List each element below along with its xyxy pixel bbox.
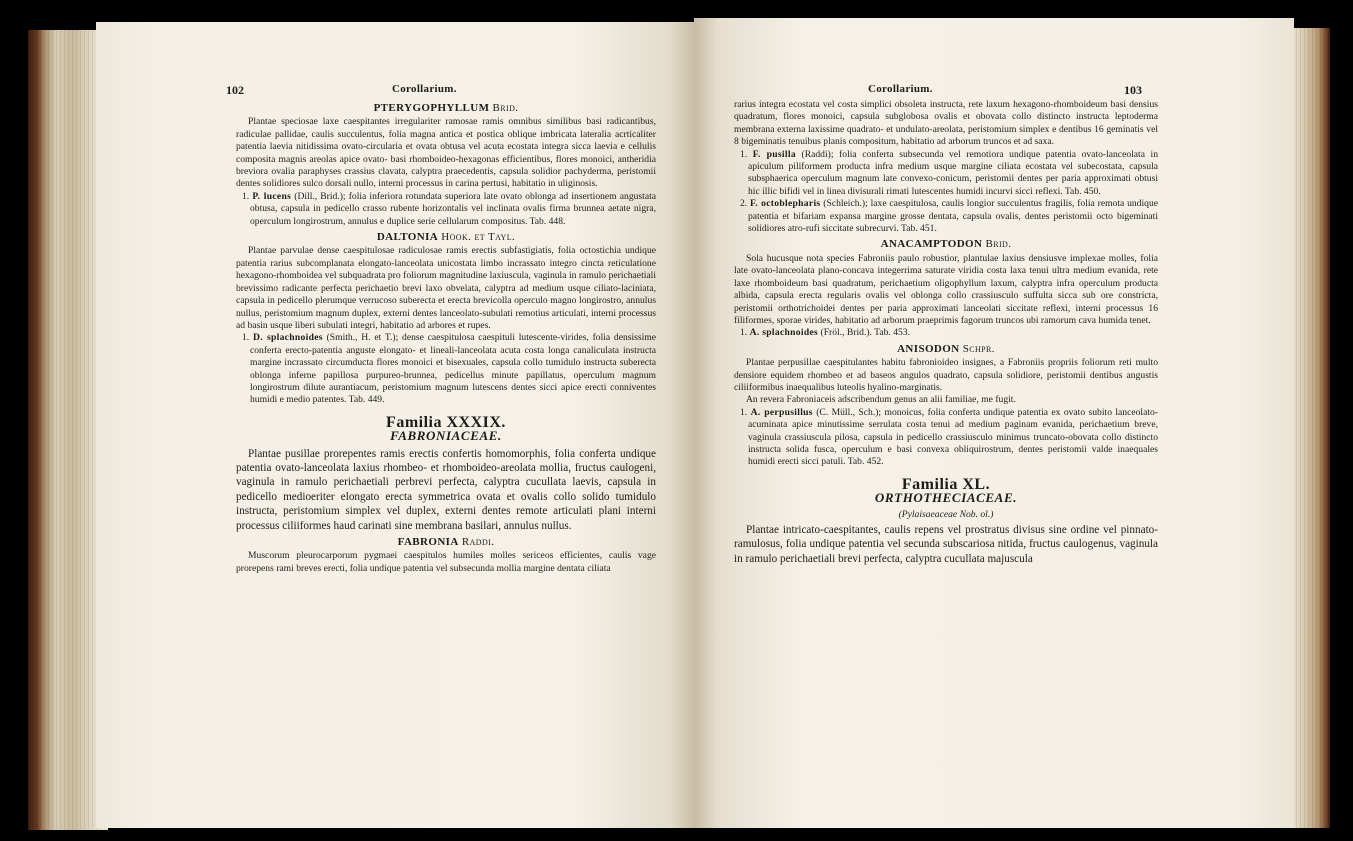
species-description: dense caespitulosa caespituli lutescente-virides, folia densissime conferta erecto-patentia anguste elongato- et lineali-lanceolata acuta costa longa canaliculata instructa margine incrassato circumducta flores monoici et bisexuales, capsula collo tumidulo instructa suberecta oblonga inferne papillosa purpureo-brunnea, pedicellus minute papillatus, operculum magnum longirostrum dilute aurantiacum, peristomium magnum lutescens dentes sicci apice erecti conniventes humidi e medio patentes. Tab. 449. xyxy=(250,332,657,406)
species-authority: (Smith., H. et T.); xyxy=(326,332,399,344)
family-label: Familia XXXIX. xyxy=(386,413,506,431)
genus-heading xyxy=(734,343,1158,355)
species-description: folia conferta subsecunda vel remotiora undique patentia ovato-lanceolata in apiculum piliformem producta infra medium usque margine ciliata ecostata vel subecostata, capsula subsphaerica operculum magnum late convexo-conicum, peristomii dentes per paria approximati obtusi hic illic bifidi vel in linea divisurali rimati lutescentes humidi incurvi sicci reflexi. Tab. 450. xyxy=(748,148,1158,197)
book-edge-right xyxy=(1288,28,1330,828)
genus-name: PTERYGOPHYLLUM xyxy=(373,102,490,114)
species-name: A. perpusillus xyxy=(750,406,813,418)
genus-name: FABRONIA xyxy=(397,536,459,548)
family-synonym: (Pylaisaeaceae Nob. ol.) xyxy=(898,508,994,520)
paragraph: Plantae speciosae laxe caespitantes irregulariter ramosae ramis omnibus similibus basi radicantibus, radiculae pallidae, caulis succulentus, folia magna antica et postica oblique imbricata lateralia acrticaliter patentia laevia nitidissima ovato-circularia et ovata obtusa vel acuta ecostata integra sicca laevia e cellulis composita magnis areolas apice ovato- basi rhomboideo-hexagonas efficientibus, flores monoici, antheridia breviora ovalia paraphyses crassius clavata, calyptra praecedentis, capsula solidior pachyderma, peristomii dentes solidiores sulco dorsali nullo, interni processus in carina pertusi, habitatio in uliginosis. xyxy=(236,116,656,190)
species-name: F. octoblepharis xyxy=(750,198,821,210)
left-page-number: 102 xyxy=(226,83,244,97)
species-authority: (C. Müll., Sch.); xyxy=(816,406,882,418)
left-text-column xyxy=(236,99,656,575)
species-authority: (Fröl., Brid.). xyxy=(820,327,872,339)
genus-heading xyxy=(236,231,656,243)
paragraph: Plantae perpusillae caespitulantes habitu fabronioideo insignes, a Fabroniis propriis foliorum reti multo densiore equidem rhombeo et ad baseos angulos quadrato, capsula solidiore, peristomii dentibus angustis ciliiformibus inaequalibus luteolis hyalino-marginatis. xyxy=(734,357,1158,393)
species-name: D. splachnoides xyxy=(252,332,323,344)
family-description: Plantae intricato-caespitantes, caulis repens vel prostratus divisus sine ordine vel pinnato-ramulosus, folia undique patentia vel secunda subscariosa nitida, fructus caulogenus, vaginula in ramulo perichaetiali brevi perfecta, calyptra cucullata majuscula xyxy=(734,524,1158,565)
paragraph: Sola hucusque nota species Fabroniis paulo robustior, plantulae laxius densiusve implexae molles, folia late ovato-lanceolata plano-concava integerrima saturate viridia costa laxa tenui ultra medium evanida, rete laxe rhomboideum basi quadratum, perichaetium oligophyllum laxum, calyptra infra operculum producta albida, capsula erecta regularis ovalis vel oblonga collo crassiusculo suffulta sicca sub ore constricta, peristomii orthotrichoidei dentes per paria approximati lanceolati siccitate reflexi, interni processus 16 filiformes, sporae virides, habitatio ad arborum praeprimis fagorum truncos ubi ramorum cava humida tenet. xyxy=(734,252,1158,326)
species-description: folia inferiora rotundata superiora late ovato oblonga ad insertionem angustata obtusa, capsula in pedicello crasso rubente horizontalis vel inclinata ovalis firma brunnea aetate nigra, operculum longirostrum, annulus e duplice serie cellularum compositus. Tab. 448. xyxy=(250,190,656,227)
species-entry xyxy=(734,149,1158,199)
family-label: Familia XL. xyxy=(901,475,991,493)
genus-heading xyxy=(236,536,656,548)
right-page-number: 103 xyxy=(1124,83,1142,97)
species-name: A. splachnoides xyxy=(749,327,819,339)
species-entry xyxy=(236,332,656,406)
left-running-head: Corollarium. xyxy=(392,83,457,95)
species-number: 1. xyxy=(242,190,250,202)
family-description: Plantae pusillae prorepentes ramis erectis confertis homomorphis, folia conferta undique patentia ovato-lanceolata laxius rhombeo- et rhomboideo-areolata mollia, fructus caulogeni, vaginula in ramulo perichaetiali perbrevi perfecta, calyptra cucullata laevis, capsula in pedicello medioeriter elongato erecta symmetrica ovata et ovalis collo solido tumidulo instructa, peristomium simplex vel duplex, externi dentes remote articulati plani interni processus ciliiformes haud carinati sine membrana basilari, annulus nullus. xyxy=(236,447,656,532)
species-authority: (Schleich.); xyxy=(823,198,868,210)
family-name: ORTHOTHECIACEAE. xyxy=(874,490,1018,506)
paragraph: Plantae parvulae dense caespitulosae radiculosae ramis erectis subfastigiatis, folia octostichia undique patentia rarius subcomplanata elongato-lanceolata unicostata limbo incrassato integro cincta reticulatione hexagono-rhomboidea vel subquadrata pro foliorum magnitudine laxiuscula, vaginula in ramulo perichaetiali brevissimo radicante perfecta perichaetio brevi laxo obvelata, calyptra ad medium usque ciliato-laciniata, capsula in pedicello plerumque verrucoso suberecta et erecta brevicolla operculo magno longirostro, annulus nullus, peristomium magnum duplex, externi dentes lanceolato-subulati remotius articulati, interni processus ad basin usque liberi subulati integri, habitatio ad arbores et rupes. xyxy=(236,245,656,331)
genus-heading xyxy=(236,102,656,114)
species-description: Tab. 453. xyxy=(874,327,911,339)
right-text-column xyxy=(734,99,1158,566)
family-name: FABRONIACEAE. xyxy=(390,428,502,444)
paragraph: An revera Fabroniaceis adscribendum genus an alii familiae, me fugit. xyxy=(746,394,1016,406)
species-description: laxe caespitulosa, caulis longior succulentus fragilis, folia remota undique patentia et bifariam expansa margine grosse dentata, capsula ovalis, dentes peristomii octo bigeminati solidiores atro-rufi siccitate subrecurvi. Tab. 451. xyxy=(748,198,1158,235)
genus-name: DALTONIA xyxy=(376,231,439,244)
genus-author: Schpr. xyxy=(962,342,995,355)
paragraph: rarius integra ecostata vel costa simplici obsoleta instructa, rete laxum hexagono-rhomboideum basi densius quadratum, flores monoici, capsula subglobosa ovalis et obovata collo distincto instructa leptoderma membrana externa laxissime quadrato- et undulato-areolata, peristomium simplex e dentibus 16 geminatis vel 8 bigeminatis tenuibus planis compositum, habitatio ad arborum truncos et ad saxa. xyxy=(734,99,1158,148)
genus-author: Hook. et Tayl. xyxy=(441,231,516,244)
species-number: 1. xyxy=(740,406,748,418)
species-entry xyxy=(734,327,1158,339)
species-number: 2. xyxy=(740,198,748,210)
genus-author: Brid. xyxy=(492,102,519,114)
genus-name: ANACAMPTODON xyxy=(880,238,983,251)
genus-heading xyxy=(734,238,1158,250)
species-description: monoicus, folia conferta undique patentia ex ovato subito lanceolato-acuminata apice minutissime serrulata costa tenui ad medium paginam evanida, perichaetium breve, vaginula crassiuscula pilosa, capsula in pedicello crassiusculo minimus truncato-obovata collo distincto instructa solida fusca, operculum e basi convexa obliquirostrum, dentes peristomii valde inaequales humidi erecti sicci patuli. Tab. 452. xyxy=(748,406,1158,468)
species-authority: (Raddi); xyxy=(801,148,834,160)
species-name: P. lucens xyxy=(252,190,292,202)
species-authority: (Dill., Brid.); xyxy=(294,190,346,202)
species-entry xyxy=(734,407,1158,469)
species-entry xyxy=(236,191,656,228)
paragraph: Muscorum pleurocarporum pygmaei caespitulos humiles molles sericeos efficientes, caulis vage prorepens rami breves erecti, folia undique patentia vel subsecunda mollia margine dentata ciliata xyxy=(236,550,656,574)
species-entry xyxy=(734,198,1158,235)
right-running-head: Corollarium. xyxy=(868,83,933,95)
genus-author: Brid. xyxy=(985,238,1012,251)
species-number: 1. xyxy=(242,332,250,344)
species-number: 1. xyxy=(740,148,748,160)
genus-name: ANISODON xyxy=(897,342,960,355)
species-name: F. pusilla xyxy=(752,148,796,160)
genus-author: Raddi. xyxy=(461,536,495,548)
species-number: 1. xyxy=(740,327,748,339)
